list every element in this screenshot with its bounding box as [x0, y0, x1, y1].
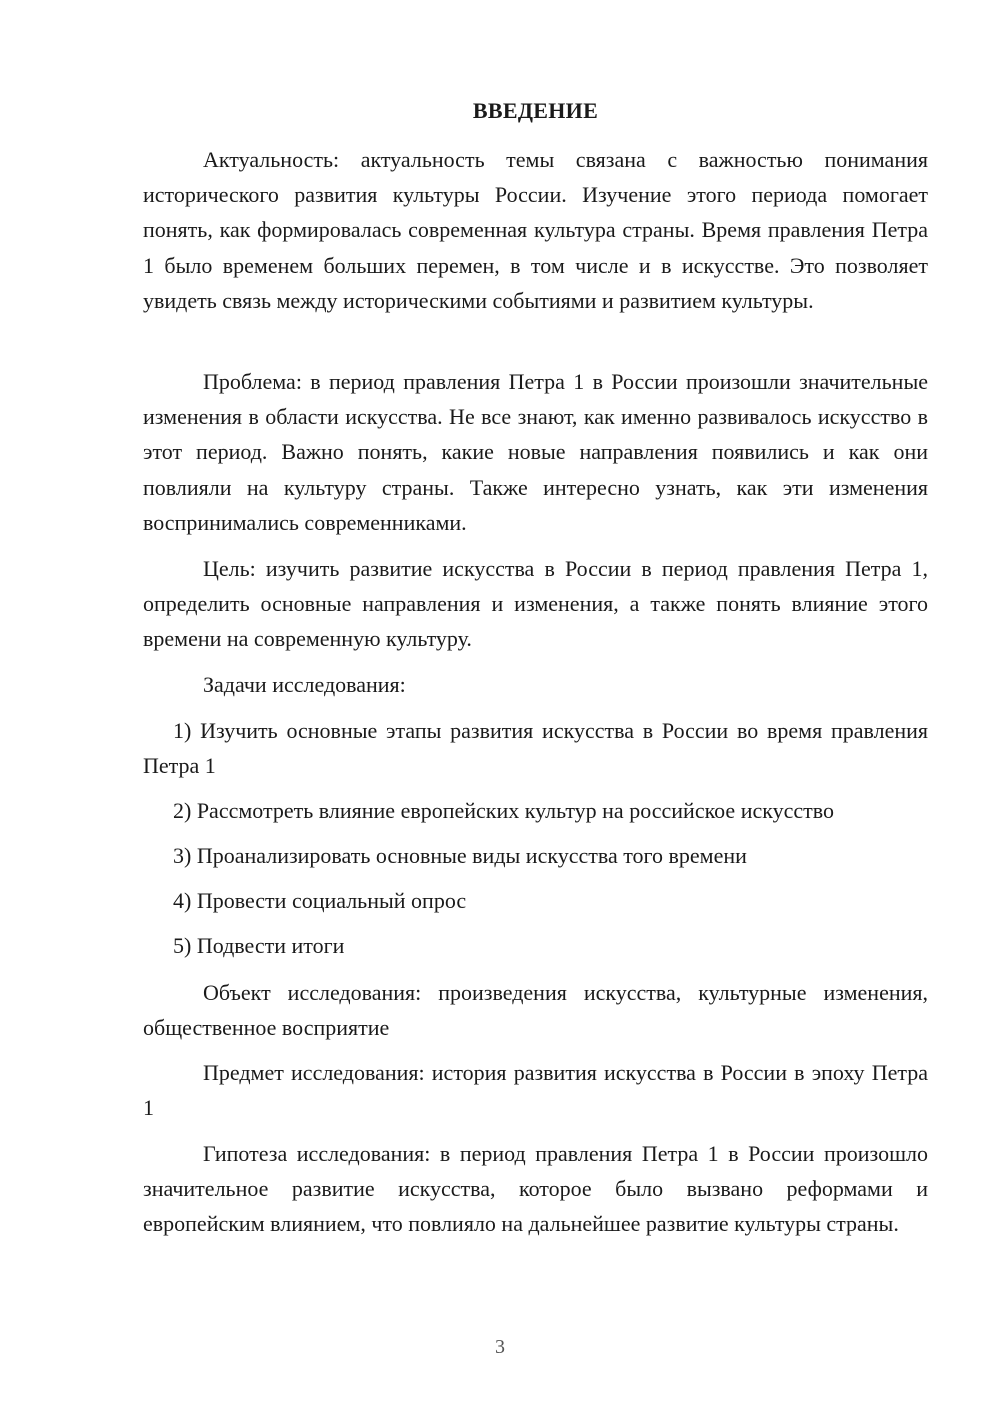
paragraph-tasks-heading: Задачи исследования: [203, 672, 406, 697]
task-item-3: 3) Проанализировать основные виды искусства того времени [173, 843, 747, 868]
paragraph-hypothesis: Гипотеза исследования: в период правления Петра 1 в России произошло значительное развитие искусства, которое было вызвано реформами и европейским влиянием, что повлияло на дальнейшее развитие культуры страны. [143, 1141, 928, 1237]
paragraph-subject: Предмет исследования: история развития искусства в России в эпоху Петра 1 [143, 1060, 928, 1121]
paragraph-relevance: Актуальность: актуальность темы связана с важностью понимания исторического развития культуры России. Изучение этого периода помогает понять, как формировалась современная культура страны. Время правления Петра 1 было временем больших перемен, в том числе и в искусстве. Это позволяет увидеть связь между историческими событиями и развитием культуры. [143, 147, 928, 313]
page-number: 3 [495, 1336, 505, 1358]
task-item-4: 4) Провести социальный опрос [173, 888, 467, 913]
task-item-5: 5) Подвести итоги [173, 933, 345, 958]
paragraph-object: Объект исследования: произведения искусства, культурные изменения, общественное восприятие [143, 980, 928, 1041]
task-item-2: 2) Рассмотреть влияние европейских культур на российское искусство [173, 798, 834, 823]
page-title: ВВЕДЕНИЕ [472, 98, 599, 123]
paragraph-problem: Проблема: в период правления Петра 1 в России произошли значительные изменения в области искусства. Не все знают, как именно развивалось искусство в этот период. Важно понять, какие новые направления появились и как они повлияли на культуру страны. Также интересно узнать, как эти изменения воспринимались современниками. [143, 369, 928, 535]
task-item-1: 1) Изучить основные этапы развития искусства в России во время правления Петра 1 [143, 718, 928, 779]
paragraph-goal: Цель: изучить развитие искусства в России в период правления Петра 1, определить основные направления и изменения, а также понять влияние этого времени на современную культуру. [143, 556, 928, 652]
